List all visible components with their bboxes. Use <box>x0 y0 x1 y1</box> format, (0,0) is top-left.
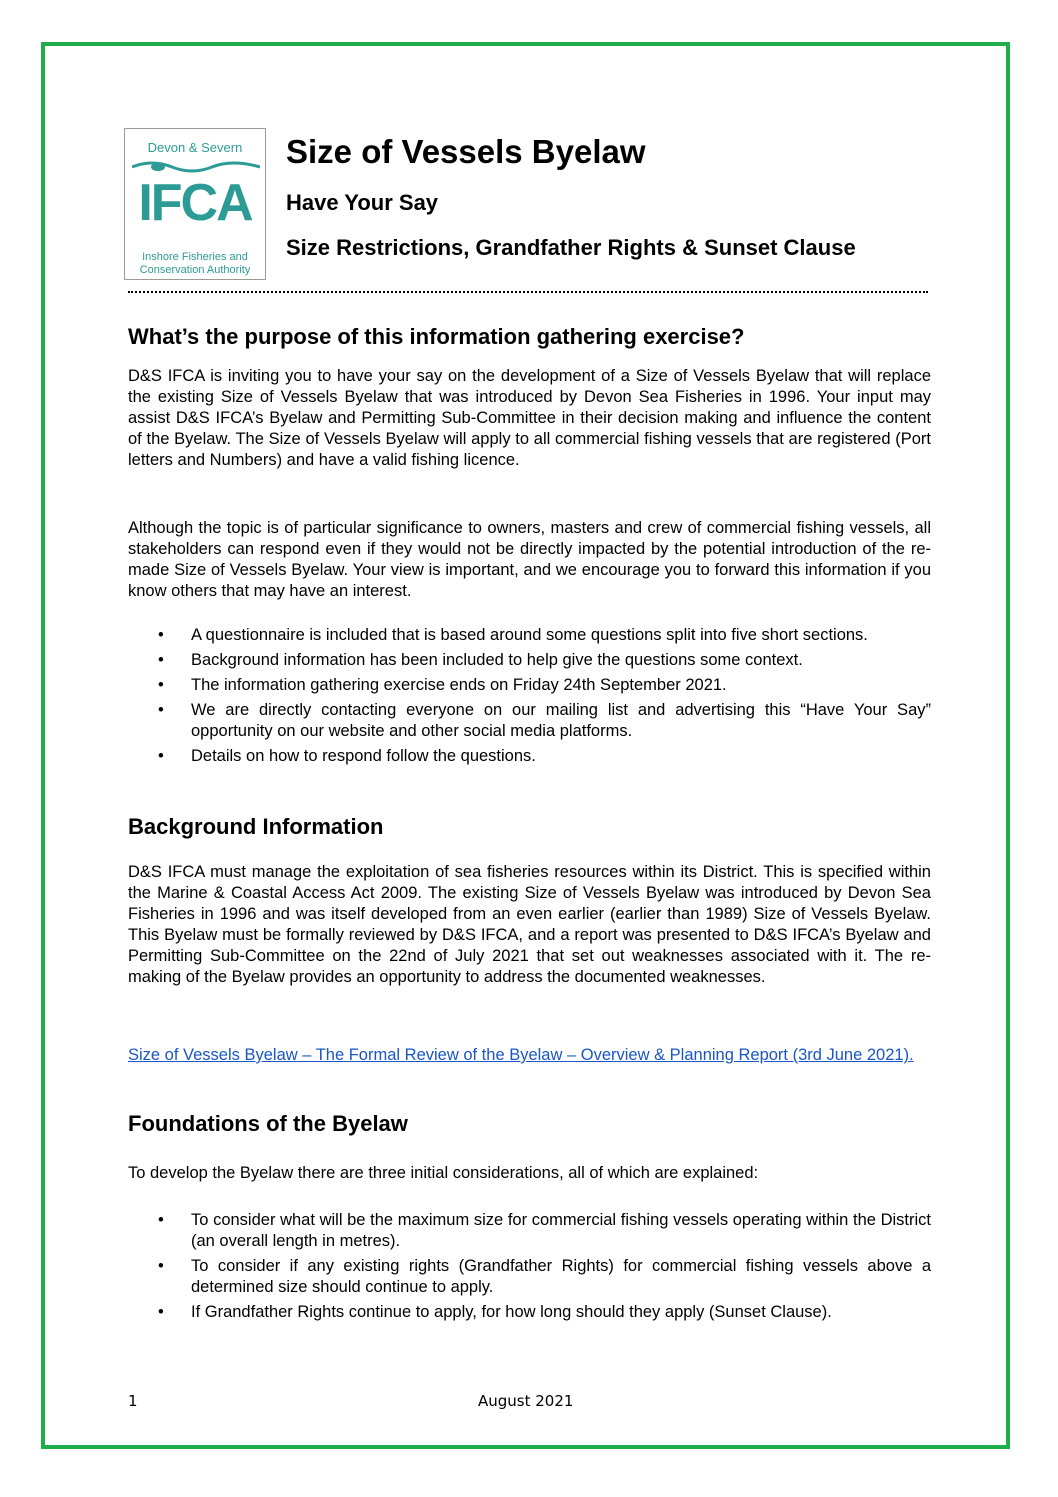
subtitle-topics: Size Restrictions, Grandfather Rights & Sunset Clause <box>286 235 856 260</box>
section-heading-purpose: What’s the purpose of this information gathering exercise? <box>128 324 745 349</box>
list-item: • Background information has been included to help give the questions some context. <box>158 651 803 669</box>
list-item: • Details on how to respond follow the questions. <box>158 747 536 765</box>
ifca-logo <box>124 128 266 280</box>
paragraph-purpose-2: Although the topic is of particular significance to owners, masters and crew of commercial fishing vessels, all stakeholders can respond even if they would not be directly impacted by the potential introduction of the re-made Size of Vessels Byelaw. Your view is important, and we encourage you to forward this information if you know others that may have an interest. <box>128 519 931 600</box>
foundations-bullet-list <box>128 1210 931 1327</box>
paragraph-purpose-1: D&S IFCA is inviting you to have your say on the development of a Size of Vessels Byelaw that will replace the existing Size of Vessels Byelaw that was introduced by Devon Sea Fisheries in 1996. Your input may assist D&S IFCA’s Byelaw and Permitting Sub-Committee in their decision making and influence the content of the Byelaw. The Size of Vessels Byelaw will apply to all commercial fishing vessels that are registered (Port letters and Numbers) and have a valid fishing licence. <box>128 367 931 469</box>
purpose-bullet-list <box>128 625 931 771</box>
logo-top-text: Devon & Severn <box>147 140 243 155</box>
list-item: • A questionnaire is included that is based around some questions split into five short sections. <box>158 626 868 644</box>
list-item: • To consider if any existing rights (Grandfather Rights) for commercial fishing vessels above a determined size should continue to apply. <box>158 1257 931 1296</box>
list-item: • To consider what will be the maximum size for commercial fishing vessels operating within the District (an overall length in metres). <box>158 1211 931 1250</box>
list-item: • The information gathering exercise ends on Friday 24th September 2021. <box>158 676 727 694</box>
paragraph-foundations-intro: To develop the Byelaw there are three initial considerations, all of which are explained: <box>128 1164 759 1182</box>
footer-date: August 2021 <box>478 1392 574 1410</box>
section-heading-background: Background Information <box>128 814 384 839</box>
section-heading-foundations: Foundations of the Byelaw <box>128 1111 408 1136</box>
paragraph-background: D&S IFCA must manage the exploitation of sea fisheries resources within its District. This is specified within the Marine & Coastal Access Act 2009. The existing Size of Vessels Byelaw was introduced by Devon Sea Fisheries in 1996 and was itself developed from an even earlier (earlier than 1989) Size of Vessels Byelaw. This Byelaw must be formally reviewed by D&S IFCA, and a report was presented to D&S IFCA’s Byelaw and Permitting Sub-Committee on the 22nd of July 2021 that set out weaknesses associated with it. The re-making of the Byelaw provides an opportunity to address the documented weaknesses. <box>128 863 931 986</box>
dotted-divider <box>128 291 928 293</box>
document-title: Size of Vessels Byelaw <box>286 133 646 170</box>
logo-line2: Conservation Authority <box>139 264 251 276</box>
subtitle-have-your-say: Have Your Say <box>286 190 439 215</box>
list-item: • We are directly contacting everyone on our mailing list and advertising this “Have Your Say” opportunity on our website and other social media platforms. <box>158 701 931 740</box>
report-link[interactable]: Size of Vessels Byelaw – The Formal Review of the Byelaw – Overview & Planning Report (3rd June 2021). <box>128 1046 914 1064</box>
page-number: 1 <box>128 1392 138 1410</box>
list-item: • If Grandfather Rights continue to apply, for how long should they apply (Sunset Clause). <box>158 1303 832 1321</box>
logo-mark: IFCA <box>138 174 252 232</box>
logo-line1: Inshore Fisheries and <box>142 251 248 263</box>
